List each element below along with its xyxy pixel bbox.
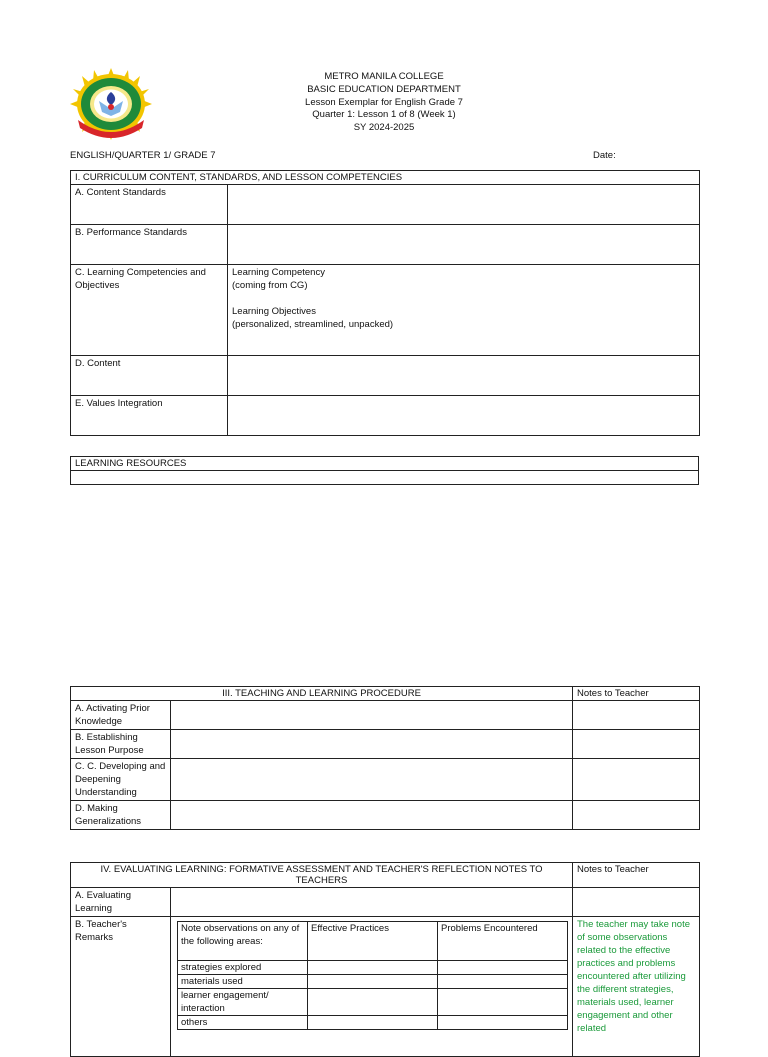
cell-line: Learning Competency — [232, 267, 325, 278]
remarks-table — [177, 921, 568, 1030]
teacher-note-text: The teacher may take note of some observations related to the effective practices and problems encountered after utilizing the different strategies, materials used, learner engagement and other related — [573, 917, 700, 1057]
problem-cell[interactable] — [438, 989, 568, 1016]
procedure-cell[interactable] — [171, 701, 573, 730]
department-name: BASIC EDUCATION DEPARTMENT — [307, 83, 461, 95]
performance-standards-cell[interactable] — [228, 225, 700, 265]
document-header — [234, 71, 534, 135]
observation-item: materials used — [178, 975, 308, 989]
observation-header: Note observations on any of the following areas: — [178, 922, 308, 961]
teaching-procedure-table — [70, 686, 700, 830]
school-year: SY 2024-2025 — [353, 122, 415, 134]
curriculum-table — [70, 170, 700, 436]
problem-cell[interactable] — [438, 1016, 568, 1030]
notes-cell[interactable] — [573, 701, 700, 730]
notes-cell[interactable] — [573, 801, 700, 830]
row-label: C. C. Developing and Deepening Understanding — [71, 759, 171, 801]
values-integration-cell[interactable] — [228, 396, 700, 436]
problem-cell[interactable] — [438, 975, 568, 989]
quarter-lesson: Quarter 1: Lesson 1 of 8 (Week 1) — [312, 109, 456, 121]
notes-cell[interactable] — [573, 888, 700, 917]
evaluating-learning-table — [70, 862, 700, 1057]
row-label: E. Values Integration — [71, 396, 228, 436]
problems-encountered-header: Problems Encountered — [438, 922, 568, 961]
effective-practice-cell[interactable] — [308, 975, 438, 989]
effective-practice-cell[interactable] — [308, 989, 438, 1016]
learning-resources-table — [70, 456, 699, 485]
effective-practice-cell[interactable] — [308, 961, 438, 975]
cell-line: (personalized, streamlined, unpacked) — [232, 319, 394, 330]
learning-resources-cell[interactable] — [71, 471, 699, 485]
evaluation-cell[interactable] — [171, 888, 573, 917]
content-standards-cell[interactable] — [228, 185, 700, 225]
observation-item: learner engagement/ interaction — [178, 989, 308, 1016]
notes-header: Notes to Teacher — [573, 863, 700, 888]
lesson-title: Lesson Exemplar for English Grade 7 — [305, 96, 463, 108]
notes-cell[interactable] — [573, 759, 700, 801]
section-title: IV. EVALUATING LEARNING: FORMATIVE ASSESSMENT AND TEACHER'S REFLECTION NOTES TO TEACHERS — [71, 863, 573, 888]
section-title: LEARNING RESOURCES — [71, 457, 699, 471]
problem-cell[interactable] — [438, 961, 568, 975]
row-label: A. Evaluating Learning — [71, 888, 171, 917]
cell-line: (coming from CG) — [232, 280, 308, 291]
date-label: Date: — [593, 150, 616, 161]
observation-item: strategies explored — [178, 961, 308, 975]
notes-header: Notes to Teacher — [573, 687, 700, 701]
procedure-cell[interactable] — [171, 730, 573, 759]
row-label: B. Teacher's Remarks — [71, 917, 171, 1057]
procedure-cell[interactable] — [171, 759, 573, 801]
row-label: D. Content — [71, 356, 228, 396]
row-label: B. Establishing Lesson Purpose — [71, 730, 171, 759]
row-label: A. Activating Prior Knowledge — [71, 701, 171, 730]
procedure-cell[interactable] — [171, 801, 573, 830]
competencies-cell[interactable] — [228, 265, 700, 356]
college-logo — [70, 68, 152, 140]
college-name: METRO MANILA COLLEGE — [324, 71, 444, 82]
effective-practices-header: Effective Practices — [308, 922, 438, 961]
row-label: D. Making Generalizations — [71, 801, 171, 830]
section-title: I. CURRICULUM CONTENT, STANDARDS, AND LESSON COMPETENCIES — [71, 171, 700, 185]
notes-cell[interactable] — [573, 730, 700, 759]
cell-line: Learning Objectives — [232, 306, 316, 317]
row-label: A. Content Standards — [71, 185, 228, 225]
observation-item: others — [178, 1016, 308, 1030]
content-cell[interactable] — [228, 356, 700, 396]
subject-line: ENGLISH/QUARTER 1/ GRADE 7 — [70, 150, 216, 161]
remarks-cell — [171, 917, 573, 1057]
section-title: III. TEACHING AND LEARNING PROCEDURE — [71, 687, 573, 701]
row-label: B. Performance Standards — [71, 225, 228, 265]
row-label: C. Learning Competencies and Objectives — [71, 265, 228, 356]
effective-practice-cell[interactable] — [308, 1016, 438, 1030]
